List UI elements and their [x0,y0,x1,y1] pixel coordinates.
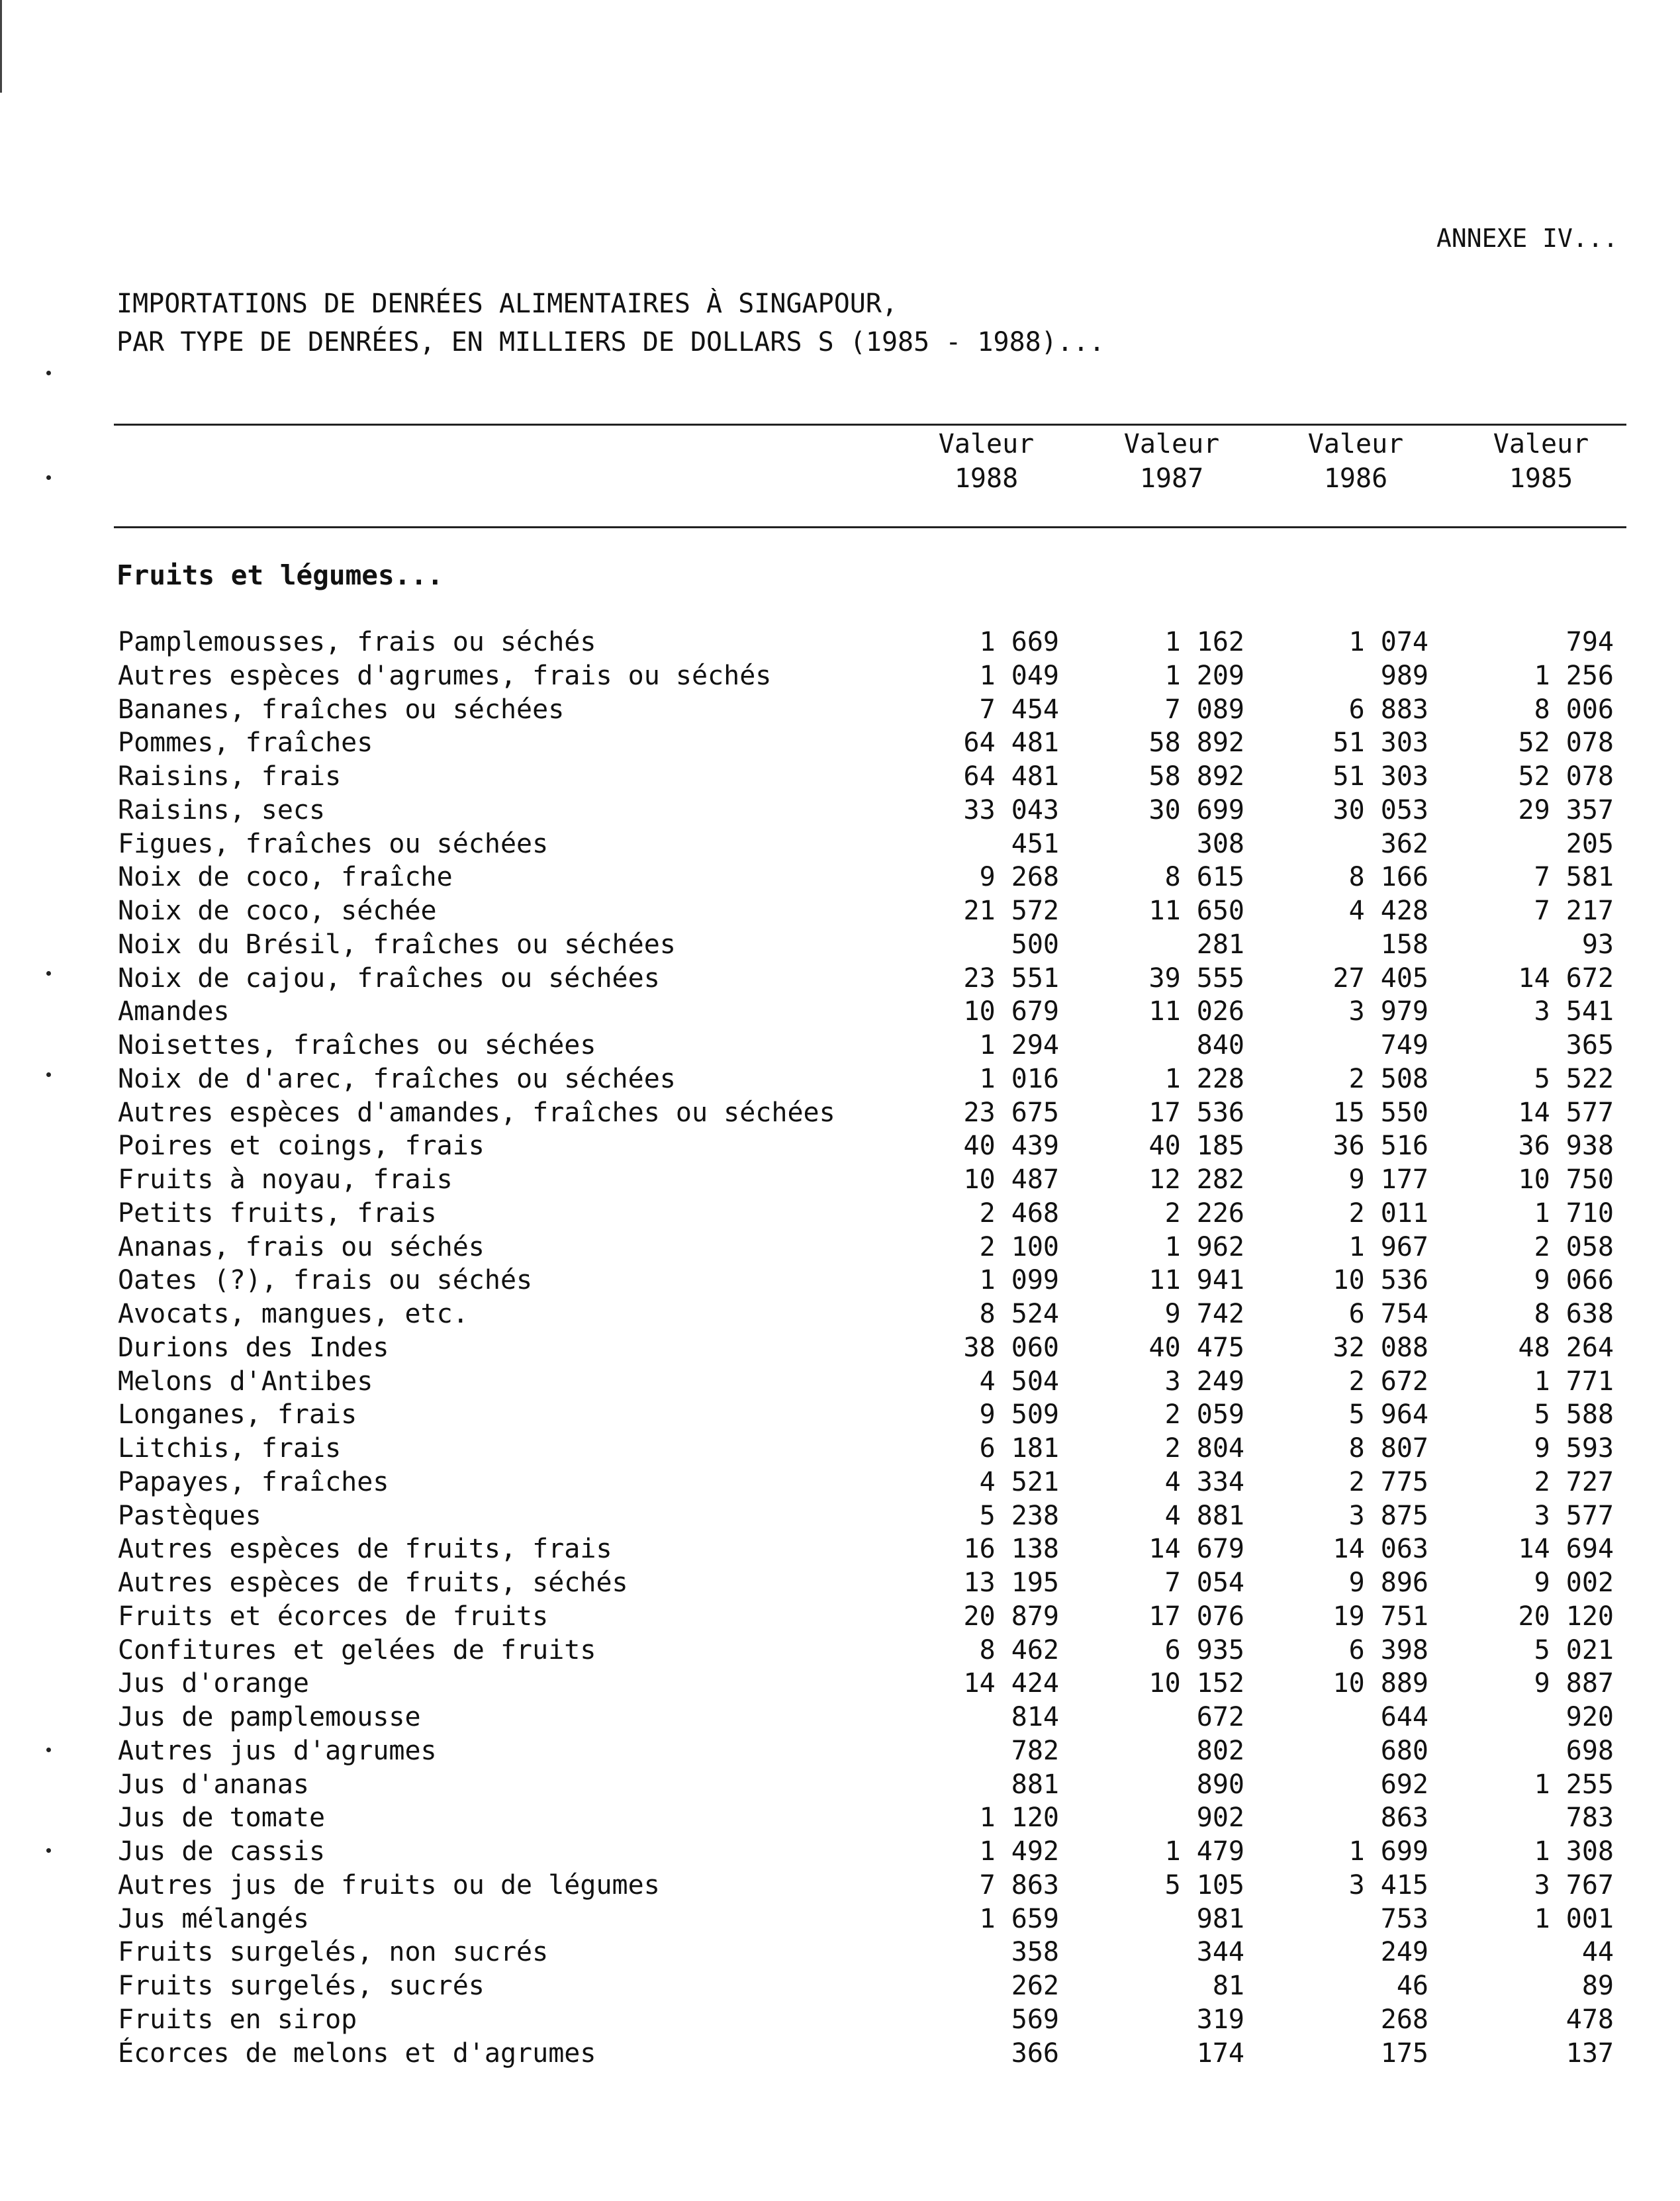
value-cell-1986: 8 166 [1348,862,1428,893]
value-cell-1987: 30 699 [1148,794,1244,825]
row-label: Durions des Indes [118,1332,389,1363]
page-title [117,285,1105,361]
row-label: Jus de cassis [118,1836,326,1867]
table-row [0,1701,1680,1734]
value-cell-1986: 753 [1380,1903,1428,1934]
value-cell-1985: 14 694 [1518,1534,1614,1565]
row-label: Fruits surgelés, non sucrés [118,1937,549,1968]
value-cell-1986: 1 074 [1348,627,1428,657]
column-header-year: 1985 [1509,463,1573,494]
value-cell-1986: 36 516 [1332,1131,1428,1162]
value-cell-1986: 863 [1380,1803,1428,1834]
row-label: Fruits à noyau, frais [118,1164,453,1195]
value-cell-1987: 902 [1196,1803,1244,1834]
value-cell-1985: 9 887 [1534,1668,1614,1699]
value-cell-1987: 11 650 [1148,896,1244,926]
row-label: Écorces de melons et d'agrumes [118,2037,596,2069]
row-label: Noix de coco, fraîche [118,862,453,893]
row-label: Melons d'Antibes [118,1366,373,1397]
value-cell-1985: 44 [1581,1937,1614,1968]
value-cell-1986: 3 415 [1348,1869,1428,1900]
value-cell-1988: 1 049 [979,660,1059,691]
value-cell-1985: 36 938 [1518,1131,1614,1162]
scan-dot [46,1072,51,1077]
table-row [0,794,1680,827]
table-row [0,1969,1680,2003]
row-label: Noix de coco, séchée [118,896,437,926]
row-label: Figues, fraîches ou séchées [118,828,549,859]
table-row [0,1936,1680,1969]
value-cell-1988: 1 659 [979,1903,1059,1934]
value-cell-1985: 794 [1565,627,1614,657]
table-row [0,962,1680,996]
table-row [0,1768,1680,1802]
value-cell-1988: 13 195 [963,1568,1059,1598]
table-row [0,1129,1680,1163]
row-label: Autres jus d'agrumes [118,1735,437,1766]
value-cell-1987: 4 881 [1164,1500,1244,1531]
value-cell-1986: 3 875 [1348,1500,1428,1531]
value-cell-1987: 174 [1196,2037,1244,2069]
value-cell-1987: 1 228 [1164,1063,1244,1094]
value-cell-1985: 137 [1565,2037,1614,2069]
row-label: Fruits en sirop [118,2004,357,2035]
value-cell-1985: 3 767 [1534,1869,1614,1900]
table-row [0,1264,1680,1297]
value-cell-1988: 1 016 [979,1063,1059,1094]
value-cell-1988: 38 060 [963,1332,1059,1363]
value-cell-1987: 40 475 [1148,1332,1244,1363]
table-row [0,760,1680,794]
value-cell-1988: 814 [1011,1702,1059,1732]
value-cell-1985: 89 [1581,1971,1614,2001]
value-cell-1988: 2 468 [979,1197,1059,1229]
value-cell-1988: 9 509 [979,1399,1059,1430]
row-label: Jus d'orange [118,1668,309,1699]
column-header-1985 [1468,427,1614,496]
value-cell-1988: 782 [1011,1735,1059,1766]
value-cell-1985: 9 002 [1534,1568,1614,1598]
value-cell-1987: 981 [1196,1903,1244,1934]
value-cell-1987: 14 679 [1148,1534,1244,1565]
value-cell-1987: 8 615 [1164,862,1244,893]
value-cell-1987: 890 [1196,1769,1244,1800]
value-cell-1988: 569 [1011,2004,1059,2035]
value-cell-1986: 8 807 [1348,1433,1428,1464]
value-cell-1985: 9 066 [1534,1265,1614,1296]
scan-dot [46,1848,51,1853]
table-row [0,1801,1680,1835]
value-cell-1987: 58 892 [1148,761,1244,792]
value-cell-1985: 3 541 [1534,996,1614,1027]
value-cell-1988: 64 481 [963,761,1059,792]
value-cell-1988: 10 487 [963,1164,1059,1195]
value-cell-1987: 1 479 [1164,1836,1244,1867]
value-cell-1985: 5 021 [1534,1634,1614,1665]
value-cell-1988: 2 100 [979,1231,1059,1262]
row-label: Jus de pamplemousse [118,1702,421,1732]
table-row [0,928,1680,962]
row-label: Avocats, mangues, etc. [118,1299,469,1329]
table-row [0,1634,1680,1667]
table-row [0,1398,1680,1432]
value-cell-1986: 158 [1380,929,1428,960]
value-cell-1986: 989 [1380,660,1428,691]
value-cell-1987: 10 152 [1148,1668,1244,1699]
value-cell-1986: 1 967 [1348,1231,1428,1262]
value-cell-1987: 7 089 [1164,694,1244,725]
value-cell-1986: 15 550 [1332,1097,1428,1128]
row-label: Longanes, frais [118,1399,357,1430]
value-cell-1987: 9 742 [1164,1299,1244,1329]
value-cell-1988: 1 120 [979,1803,1059,1834]
value-cell-1988: 262 [1011,1971,1059,2001]
column-header-year: 1986 [1323,463,1388,494]
value-cell-1988: 881 [1011,1769,1059,1800]
row-label: Autres espèces d'amandes, fraîches ou séchées [118,1097,835,1128]
value-cell-1986: 6 398 [1348,1634,1428,1665]
value-cell-1986: 680 [1380,1735,1428,1766]
value-cell-1986: 5 964 [1348,1399,1428,1430]
value-cell-1988: 9 268 [979,862,1059,893]
row-label: Litchis, frais [118,1433,342,1464]
value-cell-1987: 2 226 [1164,1197,1244,1229]
value-cell-1986: 51 303 [1332,727,1428,759]
row-label: Fruits surgelés, sucrés [118,1971,485,2001]
value-cell-1986: 1 699 [1348,1836,1428,1867]
value-cell-1986: 6 883 [1348,694,1428,725]
value-cell-1986: 692 [1380,1769,1428,1800]
value-cell-1986: 249 [1380,1937,1428,1968]
value-cell-1985: 93 [1581,929,1614,960]
row-label: Ananas, frais ou séchés [118,1231,485,1262]
value-cell-1986: 362 [1380,828,1428,859]
value-cell-1985: 1 001 [1534,1903,1614,1934]
value-cell-1988: 16 138 [963,1534,1059,1565]
value-cell-1985: 7 217 [1534,896,1614,926]
value-cell-1985: 2 727 [1534,1466,1614,1497]
value-cell-1988: 4 521 [979,1466,1059,1497]
column-header-label: Valeur [1307,429,1404,459]
column-header-year: 1988 [954,463,1019,494]
value-cell-1987: 17 076 [1148,1601,1244,1632]
column-header-label: Valeur [1123,429,1220,459]
value-cell-1985: 478 [1565,2004,1614,2035]
row-label: Raisins, frais [118,761,342,792]
row-label: Noix de cajou, fraîches ou séchées [118,962,660,994]
value-cell-1985: 205 [1565,828,1614,859]
table-row [0,861,1680,894]
value-cell-1985: 1 771 [1534,1366,1614,1397]
value-cell-1988: 1 669 [979,627,1059,657]
table-header-rule [114,526,1626,528]
value-cell-1985: 698 [1565,1735,1614,1766]
value-cell-1988: 14 424 [963,1668,1059,1699]
value-cell-1988: 5 238 [979,1500,1059,1531]
value-cell-1988: 6 181 [979,1433,1059,1464]
value-cell-1988: 1 294 [979,1030,1059,1060]
column-header-1987 [1099,427,1244,496]
value-cell-1988: 7 454 [979,694,1059,725]
row-label: Poires et coings, frais [118,1131,485,1162]
value-cell-1985: 48 264 [1518,1332,1614,1363]
value-cell-1987: 3 249 [1164,1366,1244,1397]
value-cell-1988: 40 439 [963,1131,1059,1162]
row-label: Jus d'ananas [118,1769,309,1800]
table-row [0,2037,1680,2071]
value-cell-1985: 20 120 [1518,1601,1614,1632]
value-cell-1986: 749 [1380,1030,1428,1060]
value-cell-1985: 8 638 [1534,1299,1614,1329]
value-cell-1987: 1 162 [1164,627,1244,657]
value-cell-1988: 358 [1011,1937,1059,1968]
row-label: Petits fruits, frais [118,1197,437,1229]
value-cell-1985: 365 [1565,1030,1614,1060]
row-label: Jus mélangés [118,1903,309,1934]
value-cell-1985: 1 308 [1534,1836,1614,1867]
value-cell-1987: 281 [1196,929,1244,960]
value-cell-1986: 9 896 [1348,1568,1428,1598]
value-cell-1986: 46 [1396,1971,1428,2001]
table-row [0,2003,1680,2037]
scan-dot [46,475,51,480]
table-row [0,1667,1680,1701]
row-label: Autres espèces de fruits, frais [118,1534,612,1565]
value-cell-1987: 840 [1196,1030,1244,1060]
value-cell-1987: 12 282 [1148,1164,1244,1195]
value-cell-1987: 17 536 [1148,1097,1244,1128]
value-cell-1985: 783 [1565,1803,1614,1834]
row-label: Noix de d'arec, fraîches ou séchées [118,1063,676,1094]
value-cell-1987: 40 185 [1148,1131,1244,1162]
value-cell-1986: 10 536 [1332,1265,1428,1296]
value-cell-1986: 4 428 [1348,896,1428,926]
row-label: Papayes, fraîches [118,1466,389,1497]
table-row [0,1600,1680,1634]
value-cell-1985: 7 581 [1534,862,1614,893]
table-row [0,1432,1680,1466]
value-cell-1988: 64 481 [963,727,1059,759]
value-cell-1985: 1 255 [1534,1769,1614,1800]
table-row [0,1734,1680,1768]
value-cell-1986: 175 [1380,2037,1428,2069]
table-row [0,1297,1680,1331]
value-cell-1987: 4 334 [1164,1466,1244,1497]
table-row [0,1163,1680,1197]
table-row [0,1231,1680,1264]
value-cell-1986: 30 053 [1332,794,1428,825]
row-label: Confitures et gelées de fruits [118,1634,596,1665]
table-row [0,894,1680,928]
value-cell-1987: 344 [1196,1937,1244,1968]
value-cell-1987: 802 [1196,1735,1244,1766]
row-label: Pamplemousses, frais ou séchés [118,627,596,657]
value-cell-1986: 19 751 [1332,1601,1428,1632]
value-cell-1987: 6 935 [1164,1634,1244,1665]
table-row [0,1566,1680,1600]
row-label: Pommes, fraîches [118,727,373,759]
table-row [0,1869,1680,1902]
table-row [0,1029,1680,1062]
table-row [0,1197,1680,1231]
table-row [0,659,1680,693]
table-row [0,1902,1680,1936]
value-cell-1986: 10 889 [1332,1668,1428,1699]
row-label: Noisettes, fraîches ou séchées [118,1030,596,1060]
value-cell-1986: 32 088 [1332,1332,1428,1363]
value-cell-1987: 11 026 [1148,996,1244,1027]
value-cell-1985: 3 577 [1534,1500,1614,1531]
table-row [0,827,1680,861]
value-cell-1987: 2 804 [1164,1433,1244,1464]
annex-label: ANNEXE IV... [1436,224,1618,253]
row-label: Raisins, secs [118,794,326,825]
value-cell-1986: 2 508 [1348,1063,1428,1094]
value-cell-1987: 39 555 [1148,962,1244,994]
value-cell-1988: 500 [1011,929,1059,960]
table-row [0,1365,1680,1399]
row-label: Bananes, fraîches ou séchées [118,694,565,725]
table-body [0,626,1680,2070]
column-header-1986 [1283,427,1428,496]
table-row [0,1096,1680,1130]
value-cell-1987: 58 892 [1148,727,1244,759]
value-cell-1986: 9 177 [1348,1164,1428,1195]
value-cell-1985: 52 078 [1518,727,1614,759]
value-cell-1985: 14 577 [1518,1097,1614,1128]
value-cell-1987: 81 [1212,1971,1244,2001]
value-cell-1987: 1 209 [1164,660,1244,691]
value-cell-1987: 1 962 [1164,1231,1244,1262]
scan-edge-mark [0,0,2,93]
section-heading: Fruits et légumes... [117,559,443,591]
value-cell-1988: 4 504 [979,1366,1059,1397]
value-cell-1985: 1 710 [1534,1197,1614,1229]
value-cell-1986: 3 979 [1348,996,1428,1027]
table-row [0,1499,1680,1533]
value-cell-1988: 10 679 [963,996,1059,1027]
value-cell-1987: 11 941 [1148,1265,1244,1296]
table-top-rule [114,424,1626,426]
value-cell-1987: 319 [1196,2004,1244,2035]
value-cell-1986: 6 754 [1348,1299,1428,1329]
value-cell-1988: 1 492 [979,1836,1059,1867]
value-cell-1988: 366 [1011,2037,1059,2069]
value-cell-1986: 2 011 [1348,1197,1428,1229]
column-header-label: Valeur [938,429,1035,459]
column-header-year: 1987 [1139,463,1204,494]
value-cell-1987: 5 105 [1164,1869,1244,1900]
value-cell-1985: 2 058 [1534,1231,1614,1262]
table-row [0,726,1680,760]
row-label: Amandes [118,996,230,1027]
value-cell-1986: 644 [1380,1702,1428,1732]
table-row [0,995,1680,1029]
row-label: Jus de tomate [118,1803,326,1834]
column-header-1988 [913,427,1059,496]
value-cell-1985: 8 006 [1534,694,1614,725]
value-cell-1987: 2 059 [1164,1399,1244,1430]
title-line-2: PAR TYPE DE DENRÉES, EN MILLIERS DE DOLLARS S (1985 - 1988)... [117,327,1105,357]
value-cell-1988: 23 551 [963,962,1059,994]
table-row [0,1532,1680,1566]
value-cell-1985: 5 522 [1534,1063,1614,1094]
value-cell-1988: 20 879 [963,1601,1059,1632]
value-cell-1985: 9 593 [1534,1433,1614,1464]
table-row [0,626,1680,659]
row-label: Noix du Brésil, fraîches ou séchées [118,929,676,960]
value-cell-1987: 7 054 [1164,1568,1244,1598]
row-label: Fruits et écorces de fruits [118,1601,549,1632]
value-cell-1985: 52 078 [1518,761,1614,792]
value-cell-1988: 8 524 [979,1299,1059,1329]
title-line-1: IMPORTATIONS DE DENRÉES ALIMENTAIRES À SINGAPOUR, [117,289,898,319]
column-header-label: Valeur [1493,429,1589,459]
table-row [0,693,1680,727]
value-cell-1988: 8 462 [979,1634,1059,1665]
value-cell-1985: 1 256 [1534,660,1614,691]
value-cell-1986: 2 775 [1348,1466,1428,1497]
value-cell-1985: 29 357 [1518,794,1614,825]
value-cell-1988: 451 [1011,828,1059,859]
value-cell-1986: 268 [1380,2004,1428,2035]
scan-dot [46,371,51,375]
value-cell-1986: 51 303 [1332,761,1428,792]
table-row [0,1331,1680,1365]
row-label: Autres espèces de fruits, séchés [118,1568,628,1598]
scan-dot [46,971,51,976]
table-row [0,1466,1680,1499]
table-row [0,1062,1680,1096]
row-label: Pastèques [118,1500,261,1531]
value-cell-1985: 14 672 [1518,962,1614,994]
value-cell-1985: 5 588 [1534,1399,1614,1430]
value-cell-1988: 7 863 [979,1869,1059,1900]
value-cell-1987: 308 [1196,828,1244,859]
value-cell-1985: 10 750 [1518,1164,1614,1195]
value-cell-1986: 27 405 [1332,962,1428,994]
row-label: Autres jus de fruits ou de légumes [118,1869,660,1900]
value-cell-1988: 23 675 [963,1097,1059,1128]
value-cell-1985: 920 [1565,1702,1614,1732]
row-label: Oates (?), frais ou séchés [118,1265,533,1296]
row-label: Autres espèces d'agrumes, frais ou séchés [118,660,772,691]
value-cell-1988: 21 572 [963,896,1059,926]
value-cell-1988: 1 099 [979,1265,1059,1296]
table-row [0,1835,1680,1869]
value-cell-1987: 672 [1196,1702,1244,1732]
value-cell-1986: 2 672 [1348,1366,1428,1397]
scan-dot [46,1748,51,1752]
value-cell-1986: 14 063 [1332,1534,1428,1565]
value-cell-1988: 33 043 [963,794,1059,825]
